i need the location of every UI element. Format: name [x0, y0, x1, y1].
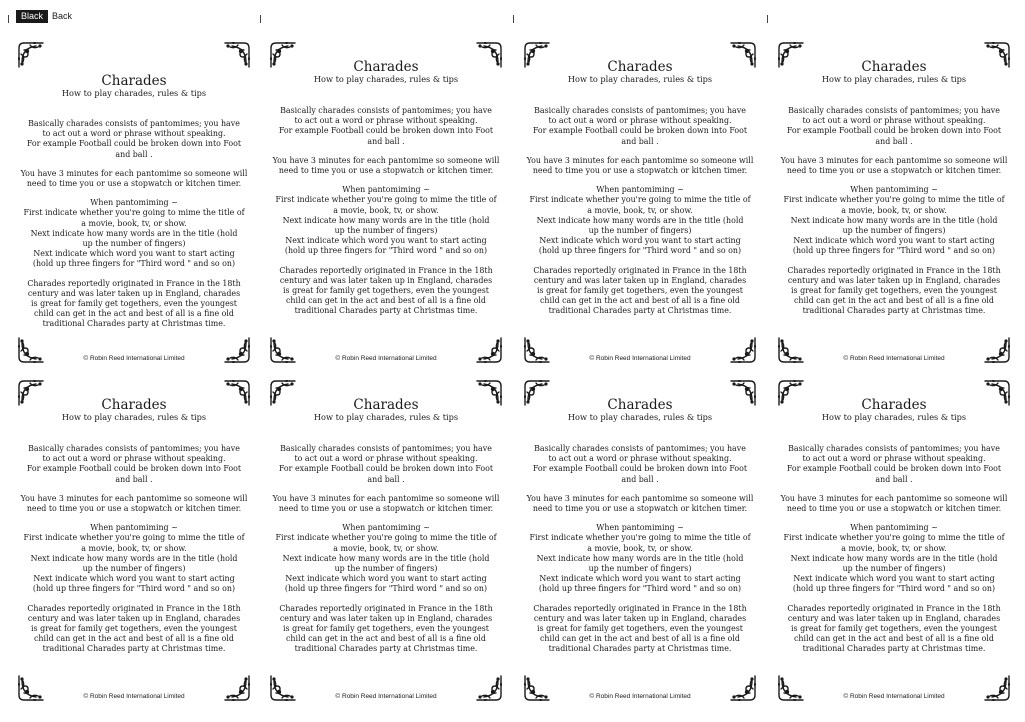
text-line: up the number of fingers) — [588, 226, 692, 236]
card-body — [268, 444, 504, 664]
text-line: You have 3 minutes for each pantomime so someone will — [20, 168, 248, 178]
text-line: traditional Charades party at Christmas time. — [802, 644, 986, 654]
sheet-toolbar — [0, 0, 1025, 24]
flourish-corner-icon — [474, 335, 504, 365]
text-line: traditional Charades party at Christmas time. — [42, 644, 226, 654]
text-line: a movie, book, tv, or show. — [81, 218, 187, 228]
text-line: up the number of fingers) — [334, 564, 438, 574]
text-line: to act out a word or phrase without speaking. — [42, 454, 226, 464]
charades-card — [522, 40, 758, 365]
text-line: Next indicate how many words are in the title (hold — [30, 553, 238, 563]
copyright-notice: © Robin Reed International Limited — [843, 693, 945, 700]
text-line: up the number of fingers) — [842, 564, 946, 574]
text-line: is great for family get togethers, even the youngest — [283, 624, 489, 634]
timer-paragraph — [776, 156, 1012, 176]
flourish-corner-icon — [522, 673, 552, 703]
text-line: and ball . — [621, 474, 659, 484]
text-line: child can get in the act and best of all is a fine old — [34, 309, 234, 319]
timer-paragraph — [522, 156, 758, 176]
flourish-corner-icon — [222, 335, 252, 365]
crop-mark — [260, 15, 261, 23]
text-line: need to time you or use a stopwatch or kitchen timer. — [278, 504, 494, 514]
rules-paragraph — [522, 106, 758, 147]
flourish-corner-icon — [16, 40, 46, 70]
text-line: (hold up three fingers for "Third word " and so on) — [32, 584, 236, 594]
text-line: century and was later taken up in England, charades — [533, 275, 747, 285]
card-body — [522, 106, 758, 326]
card-title: Charades — [101, 73, 167, 89]
text-line: to act out a word or phrase without speaking. — [548, 454, 732, 464]
text-line: up the number of fingers) — [82, 239, 186, 249]
text-line: For example Football could be broken down into Foot — [26, 464, 242, 474]
card-title: Charades — [861, 59, 927, 75]
text-line: and ball . — [115, 474, 153, 484]
text-line: to act out a word or phrase without speaking. — [802, 116, 986, 126]
timer-paragraph — [268, 156, 504, 176]
flourish-corner-icon — [728, 335, 758, 365]
crop-mark — [767, 15, 768, 23]
rules-paragraph — [268, 444, 504, 485]
flourish-corner-icon — [16, 335, 46, 365]
pantomiming-paragraph — [522, 523, 758, 594]
text-line: Basically charades consists of pantomimes; you have — [788, 106, 1000, 115]
text-line: Next indicate how many words are in the title (hold — [536, 553, 744, 563]
text-line: need to time you or use a stopwatch or kitchen timer. — [786, 166, 1002, 176]
text-line: century and was later taken up in England, charades — [279, 275, 493, 285]
text-line: and ball . — [115, 149, 153, 159]
text-line: Next indicate which word you want to start acting — [33, 249, 235, 259]
card-body — [776, 106, 1012, 326]
card-title: Charades — [101, 397, 167, 413]
text-line: First indicate whether you're going to mime the title of — [529, 195, 751, 205]
text-line: You have 3 minutes for each pantomime so someone will — [780, 493, 1008, 503]
charades-card — [776, 378, 1012, 703]
flourish-corner-icon — [728, 673, 758, 703]
text-line: When pantomiming ~ — [90, 198, 178, 208]
pantomiming-paragraph — [268, 185, 504, 256]
flourish-corner-icon — [982, 673, 1012, 703]
timer-paragraph — [268, 494, 504, 514]
timer-paragraph — [776, 494, 1012, 514]
flourish-corner-icon — [16, 673, 46, 703]
charades-card — [268, 378, 504, 703]
flourish-corner-icon — [474, 673, 504, 703]
rules-paragraph — [16, 119, 252, 160]
text-line: (hold up three fingers for "Third word " and so on) — [32, 259, 236, 269]
text-line: a movie, book, tv, or show. — [333, 543, 439, 553]
text-line: need to time you or use a stopwatch or kitchen timer. — [532, 504, 748, 514]
text-line: (hold up three fingers for "Third word " and so on) — [284, 246, 488, 256]
text-line: is great for family get togethers, even the youngest — [537, 286, 743, 296]
text-line: century and was later taken up in England, charades — [27, 613, 241, 623]
text-line: (hold up three fingers for "Third word " and so on) — [284, 584, 488, 594]
pantomiming-paragraph — [522, 185, 758, 256]
text-line: century and was later taken up in England, charades — [787, 613, 1001, 623]
text-line: When pantomiming ~ — [342, 523, 430, 533]
text-line: a movie, book, tv, or show. — [841, 205, 947, 215]
text-line: Basically charades consists of pantomimes; you have — [280, 106, 492, 115]
text-line: up the number of fingers) — [842, 226, 946, 236]
text-line: For example Football could be broken down into Foot — [26, 139, 242, 149]
card-subtitle: How to play charades, rules & tips — [61, 88, 207, 98]
flourish-corner-icon — [522, 335, 552, 365]
copyright-notice: © Robin Reed International Limited — [843, 355, 945, 362]
text-line: century and was later taken up in England, charades — [787, 275, 1001, 285]
crop-mark — [513, 15, 514, 23]
text-line: Charades reportedly originated in France in the 18th — [533, 265, 747, 275]
timer-paragraph — [16, 169, 252, 189]
text-line: traditional Charades party at Christmas time. — [294, 644, 478, 654]
text-line: (hold up three fingers for "Third word " and so on) — [538, 584, 742, 594]
rules-paragraph — [776, 444, 1012, 485]
text-line: When pantomiming ~ — [90, 523, 178, 533]
text-line: When pantomiming ~ — [596, 185, 684, 195]
text-line: child can get in the act and best of all is a fine old — [286, 296, 486, 306]
history-paragraph — [268, 266, 504, 317]
copyright-notice: © Robin Reed International Limited — [589, 693, 691, 700]
flourish-corner-icon — [776, 673, 806, 703]
text-line: (hold up three fingers for "Third word " and so on) — [538, 246, 742, 256]
text-line: Basically charades consists of pantomimes; you have — [534, 444, 746, 453]
text-line: Charades reportedly originated in France in the 18th — [787, 265, 1001, 275]
black-tab[interactable]: Black — [16, 10, 48, 23]
card-title: Charades — [353, 59, 419, 75]
text-line: Next indicate which word you want to start acting — [539, 236, 741, 246]
flourish-corner-icon — [776, 335, 806, 365]
text-line: Basically charades consists of pantomimes; you have — [788, 444, 1000, 453]
text-line: and ball . — [875, 474, 913, 484]
charades-card — [776, 40, 1012, 365]
copyright-notice: © Robin Reed International Limited — [335, 355, 437, 362]
text-line: need to time you or use a stopwatch or kitchen timer. — [532, 166, 748, 176]
text-line: You have 3 minutes for each pantomime so someone will — [272, 155, 500, 165]
card-title: Charades — [353, 397, 419, 413]
text-line: You have 3 minutes for each pantomime so someone will — [272, 493, 500, 503]
history-paragraph — [522, 266, 758, 317]
timer-paragraph — [16, 494, 252, 514]
flourish-corner-icon — [268, 673, 298, 703]
text-line: First indicate whether you're going to mime the title of — [275, 195, 497, 205]
text-line: traditional Charades party at Christmas time. — [42, 319, 226, 329]
text-line: is great for family get togethers, even the youngest — [31, 299, 237, 309]
charades-card — [16, 40, 252, 365]
timer-paragraph — [522, 494, 758, 514]
text-line: to act out a word or phrase without speaking. — [294, 454, 478, 464]
text-line: Next indicate which word you want to start acting — [793, 574, 995, 584]
text-line: up the number of fingers) — [588, 564, 692, 574]
text-line: is great for family get togethers, even the youngest — [791, 286, 997, 296]
text-line: need to time you or use a stopwatch or kitchen timer. — [26, 504, 242, 514]
text-line: a movie, book, tv, or show. — [841, 543, 947, 553]
text-line: First indicate whether you're going to mime the title of — [23, 208, 245, 218]
text-line: First indicate whether you're going to mime the title of — [783, 533, 1005, 543]
text-line: is great for family get togethers, even the youngest — [791, 624, 997, 634]
text-line: traditional Charades party at Christmas time. — [548, 644, 732, 654]
history-paragraph — [776, 604, 1012, 655]
text-line: When pantomiming ~ — [850, 523, 938, 533]
crop-mark — [8, 15, 9, 23]
text-line: You have 3 minutes for each pantomime so someone will — [526, 493, 754, 503]
text-line: Next indicate which word you want to start acting — [539, 574, 741, 584]
text-line: Charades reportedly originated in France in the 18th — [27, 603, 241, 613]
text-line: Basically charades consists of pantomimes; you have — [28, 444, 240, 453]
text-line: For example Football could be broken down into Foot — [278, 464, 494, 474]
text-line: a movie, book, tv, or show. — [587, 205, 693, 215]
copyright-notice: © Robin Reed International Limited — [83, 355, 185, 362]
text-line: When pantomiming ~ — [850, 185, 938, 195]
text-line: For example Football could be broken down into Foot — [278, 126, 494, 136]
text-line: First indicate whether you're going to mime the title of — [783, 195, 1005, 205]
text-line: Charades reportedly originated in France in the 18th — [533, 603, 747, 613]
text-line: and ball . — [875, 136, 913, 146]
history-paragraph — [16, 279, 252, 330]
text-line: Next indicate how many words are in the title (hold — [536, 215, 744, 225]
text-line: Next indicate which word you want to start acting — [285, 574, 487, 584]
text-line: When pantomiming ~ — [596, 523, 684, 533]
card-subtitle: How to play charades, rules & tips — [821, 74, 967, 84]
rules-paragraph — [16, 444, 252, 485]
text-line: child can get in the act and best of all is a fine old — [794, 634, 994, 644]
text-line: and ball . — [367, 474, 405, 484]
text-line: Next indicate how many words are in the title (hold — [282, 553, 490, 563]
text-line: traditional Charades party at Christmas time. — [548, 306, 732, 316]
text-line: and ball . — [621, 136, 659, 146]
text-line: For example Football could be broken down into Foot — [532, 464, 748, 474]
card-body — [16, 444, 252, 664]
text-line: child can get in the act and best of all is a fine old — [540, 634, 740, 644]
flourish-corner-icon — [222, 673, 252, 703]
pantomiming-paragraph — [16, 198, 252, 269]
text-line: traditional Charades party at Christmas time. — [294, 306, 478, 316]
text-line: century and was later taken up in England, charades — [279, 613, 493, 623]
history-paragraph — [776, 266, 1012, 317]
text-line: need to time you or use a stopwatch or kitchen timer. — [278, 166, 494, 176]
text-line: up the number of fingers) — [82, 564, 186, 574]
charades-card — [268, 40, 504, 365]
charades-card — [16, 378, 252, 703]
flourish-corner-icon — [982, 335, 1012, 365]
text-line: Next indicate how many words are in the title (hold — [282, 215, 490, 225]
text-line: traditional Charades party at Christmas time. — [802, 306, 986, 316]
text-line: First indicate whether you're going to mime the title of — [529, 533, 751, 543]
text-line: child can get in the act and best of all is a fine old — [794, 296, 994, 306]
rules-paragraph — [776, 106, 1012, 147]
text-line: a movie, book, tv, or show. — [333, 205, 439, 215]
text-line: century and was later taken up in England, charades — [27, 288, 241, 298]
pantomiming-paragraph — [776, 523, 1012, 594]
pantomiming-paragraph — [16, 523, 252, 594]
flourish-corner-icon — [268, 335, 298, 365]
text-line: a movie, book, tv, or show. — [81, 543, 187, 553]
history-paragraph — [522, 604, 758, 655]
copyright-notice: © Robin Reed International Limited — [589, 355, 691, 362]
rules-paragraph — [522, 444, 758, 485]
text-line: Next indicate which word you want to start acting — [285, 236, 487, 246]
text-line: Charades reportedly originated in France in the 18th — [27, 278, 241, 288]
text-line: First indicate whether you're going to mime the title of — [275, 533, 497, 543]
text-line: Next indicate how many words are in the title (hold — [790, 553, 998, 563]
copyright-notice: © Robin Reed International Limited — [335, 693, 437, 700]
history-paragraph — [268, 604, 504, 655]
text-line: Next indicate which word you want to start acting — [793, 236, 995, 246]
text-line: need to time you or use a stopwatch or kitchen timer. — [786, 504, 1002, 514]
text-line: Basically charades consists of pantomimes; you have — [534, 106, 746, 115]
pantomiming-paragraph — [268, 523, 504, 594]
copyright-notice: © Robin Reed International Limited — [83, 693, 185, 700]
back-tab[interactable]: Back — [52, 11, 73, 21]
text-line: to act out a word or phrase without speaking. — [42, 129, 226, 139]
card-body — [776, 444, 1012, 664]
card-title: Charades — [607, 59, 673, 75]
card-subtitle: How to play charades, rules & tips — [567, 74, 713, 84]
card-subtitle: How to play charades, rules & tips — [567, 412, 713, 422]
text-line: You have 3 minutes for each pantomime so someone will — [20, 493, 248, 503]
text-line: When pantomiming ~ — [342, 185, 430, 195]
text-line: a movie, book, tv, or show. — [587, 543, 693, 553]
text-line: (hold up three fingers for "Third word " and so on) — [792, 246, 996, 256]
card-body — [522, 444, 758, 664]
text-line: Charades reportedly originated in France in the 18th — [279, 603, 493, 613]
rules-paragraph — [268, 106, 504, 147]
pantomiming-paragraph — [776, 185, 1012, 256]
card-title: Charades — [861, 397, 927, 413]
text-line: to act out a word or phrase without speaking. — [548, 116, 732, 126]
text-line: Basically charades consists of pantomimes; you have — [280, 444, 492, 453]
text-line: Next indicate which word you want to start acting — [33, 574, 235, 584]
card-title: Charades — [607, 397, 673, 413]
history-paragraph — [16, 604, 252, 655]
text-line: For example Football could be broken down into Foot — [532, 126, 748, 136]
text-line: need to time you or use a stopwatch or kitchen timer. — [26, 179, 242, 189]
text-line: You have 3 minutes for each pantomime so someone will — [780, 155, 1008, 165]
text-line: century and was later taken up in England, charades — [533, 613, 747, 623]
text-line: For example Football could be broken down into Foot — [786, 464, 1002, 474]
text-line: Charades reportedly originated in France in the 18th — [787, 603, 1001, 613]
text-line: child can get in the act and best of all is a fine old — [540, 296, 740, 306]
card-subtitle: How to play charades, rules & tips — [313, 74, 459, 84]
text-line: Charades reportedly originated in France in the 18th — [279, 265, 493, 275]
text-line: to act out a word or phrase without speaking. — [294, 116, 478, 126]
card-subtitle: How to play charades, rules & tips — [313, 412, 459, 422]
text-line: child can get in the act and best of all is a fine old — [34, 634, 234, 644]
text-line: up the number of fingers) — [334, 226, 438, 236]
text-line: (hold up three fingers for "Third word " and so on) — [792, 584, 996, 594]
flourish-corner-icon — [222, 40, 252, 70]
text-line: You have 3 minutes for each pantomime so someone will — [526, 155, 754, 165]
text-line: is great for family get togethers, even the youngest — [537, 624, 743, 634]
text-line: to act out a word or phrase without speaking. — [802, 454, 986, 464]
card-subtitle: How to play charades, rules & tips — [61, 412, 207, 422]
card-body — [268, 106, 504, 326]
text-line: child can get in the act and best of all is a fine old — [286, 634, 486, 644]
card-body — [16, 119, 252, 339]
text-line: Basically charades consists of pantomimes; you have — [28, 119, 240, 128]
text-line: is great for family get togethers, even the youngest — [31, 624, 237, 634]
text-line: Next indicate how many words are in the title (hold — [790, 215, 998, 225]
text-line: is great for family get togethers, even the youngest — [283, 286, 489, 296]
text-line: Next indicate how many words are in the title (hold — [30, 228, 238, 238]
text-line: and ball . — [367, 136, 405, 146]
card-subtitle: How to play charades, rules & tips — [821, 412, 967, 422]
text-line: First indicate whether you're going to mime the title of — [23, 533, 245, 543]
text-line: For example Football could be broken down into Foot — [786, 126, 1002, 136]
charades-card — [522, 378, 758, 703]
